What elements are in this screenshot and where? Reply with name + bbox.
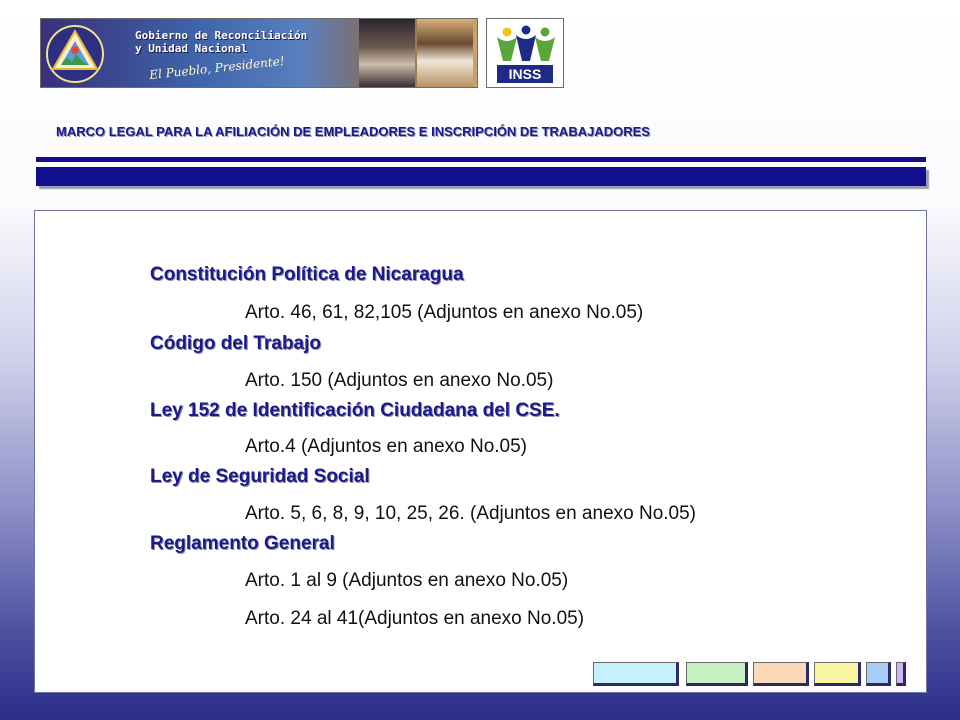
header-divider bbox=[36, 157, 926, 162]
decorative-tab-yellow bbox=[814, 662, 861, 686]
portrait-image bbox=[359, 19, 415, 88]
inss-logo bbox=[486, 18, 564, 88]
decorative-tab-cyan bbox=[593, 662, 679, 686]
gov-logo-line-1: Gobierno de Reconciliación bbox=[135, 29, 308, 42]
government-logo bbox=[40, 18, 478, 88]
decorative-tab-peach bbox=[753, 662, 809, 686]
entry-detail: Arto. 5, 6, 8, 9, 10, 25, 26. (Adjuntos en anexo No.05) bbox=[245, 503, 697, 524]
portrait-image bbox=[417, 19, 473, 88]
entry-detail: Arto. 46, 61, 82,105 (Adjuntos en anexo No.05) bbox=[245, 302, 644, 323]
entry-title: Código del Trabajo bbox=[150, 333, 322, 354]
inss-people-icon bbox=[493, 23, 559, 63]
entry-detail: Arto. 24 al 41(Adjuntos en anexo No.05) bbox=[245, 608, 585, 629]
gov-logo-slogan: El Pueblo, Presidente! bbox=[148, 53, 286, 83]
decorative-tab-green bbox=[686, 662, 748, 686]
entry-title: Constitución Política de Nicaragua bbox=[150, 264, 464, 285]
gov-logo-line-2: y Unidad Nacional bbox=[135, 42, 248, 55]
nicaragua-emblem-icon bbox=[45, 23, 111, 85]
decorative-tab-blue bbox=[866, 662, 891, 686]
entry-detail: Arto. 150 (Adjuntos en anexo No.05) bbox=[245, 370, 554, 391]
page-heading: MARCO LEGAL PARA LA AFILIACIÓN DE EMPLEADORES E INSCRIPCIÓN DE TRABAJADORES bbox=[56, 124, 650, 139]
decorative-tab-purple bbox=[896, 662, 906, 686]
entry-title: Ley 152 de Identificación Ciudadana del CSE. bbox=[150, 400, 560, 421]
header-bar bbox=[36, 167, 926, 186]
entry-title: Ley de Seguridad Social bbox=[150, 466, 370, 487]
entry-title: Reglamento General bbox=[150, 533, 335, 554]
inss-logo-text: INSS bbox=[497, 65, 553, 83]
entry-detail: Arto.4 (Adjuntos en anexo No.05) bbox=[245, 436, 528, 457]
entry-detail: Arto. 1 al 9 (Adjuntos en anexo No.05) bbox=[245, 570, 569, 591]
